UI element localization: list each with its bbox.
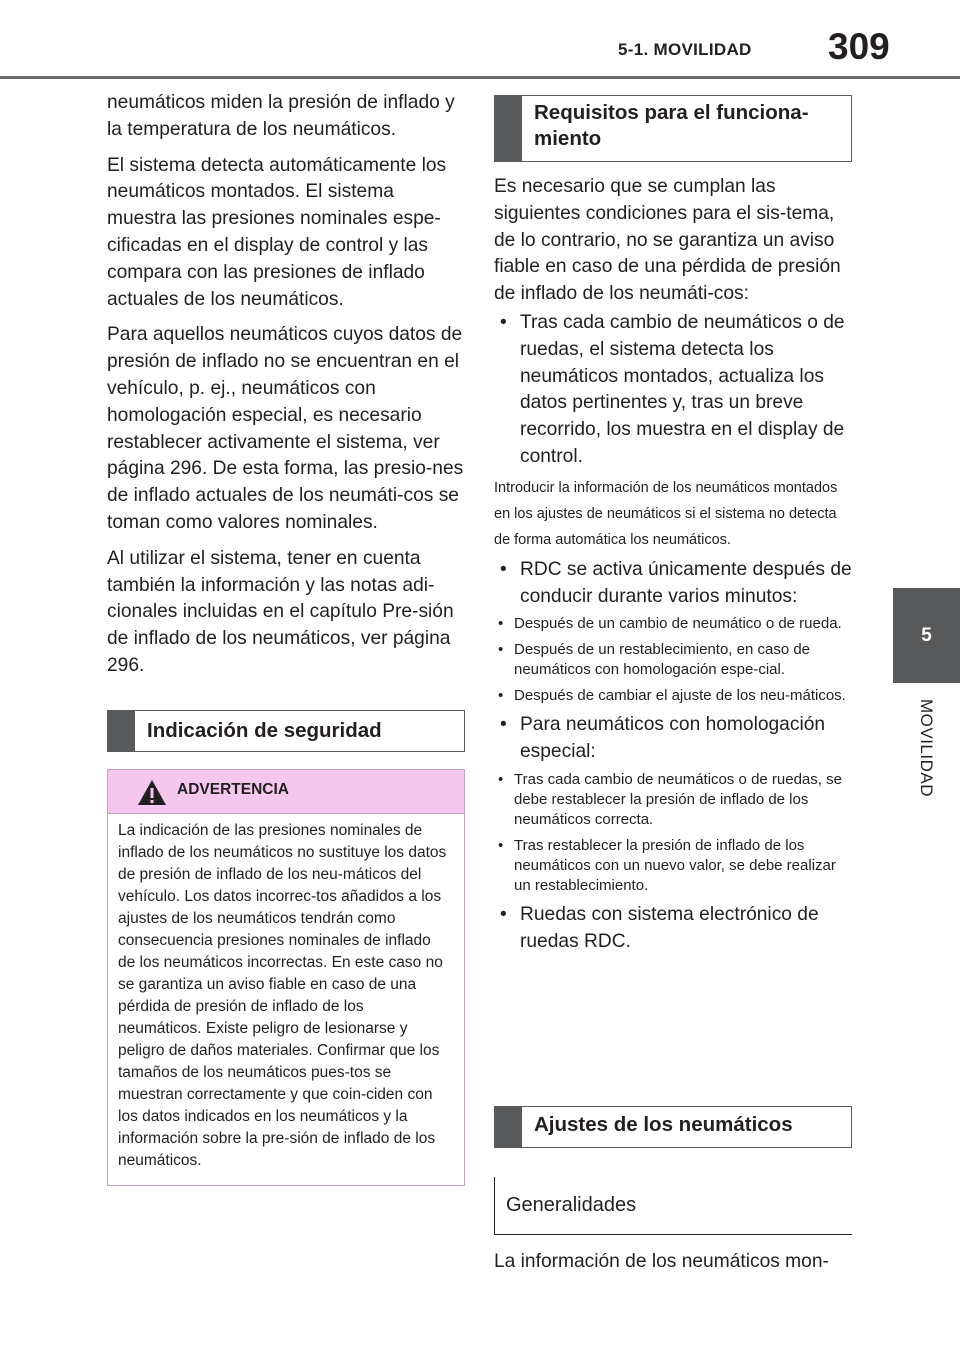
sub-list [494, 614, 852, 706]
paragraph: El sistema detecta automáticamente los neumáticos montados. El sistema muestra las presiones nominales espe-cificadas en el display de control y las compara con las presiones de inflado actuales de los neumáticos. [107, 154, 447, 310]
settings-heading-box [494, 1106, 852, 1148]
chapter-label: MOVILIDAD [917, 698, 936, 798]
requirements-intro: Es necesario que se cumplan las siguientes condiciones para el sis-tema, de lo contrario, no se garantiza un aviso fiable en caso de una pérdida de presión de inflado de los neumáti-cos: [494, 176, 841, 305]
requirements-list [494, 310, 852, 471]
settings-heading: Ajustes de los neumáticos [534, 1113, 793, 1136]
heading-bar [108, 711, 135, 751]
list-item: • Después de un cambio de neumático o de rueda. [494, 614, 852, 634]
left-column [107, 90, 465, 1186]
paragraph: neumáticos miden la presión de inflado y la temperatura de los neumáticos. [107, 92, 455, 140]
general-subheading: Generalidades [506, 1194, 637, 1216]
general-subheading-box [494, 1177, 852, 1235]
chapter-label-tab [892, 688, 960, 808]
heading-bar [495, 96, 522, 161]
list-item: • Tras cada cambio de neumáticos o de ruedas, se debe restablecer la presión de inflado de los neumáticos correcta. [494, 770, 852, 830]
list-item: • Tras cada cambio de neumáticos o de ruedas, el sistema detecta los neumáticos montados, actualiza los datos pertinentes y, tras un breve recorrido, los muestra en el display de control. [494, 310, 852, 471]
chapter-number-tab: 5 [893, 588, 960, 683]
list-item: • Tras restablecer la presión de inflado de los neumáticos con un nuevo valor, se debe realizar un restablecimiento. [494, 836, 852, 896]
warning-text: La indicación de las presiones nominales de inflado de los neumáticos no sustituye los datos de presión de inflado de los neu-máticos del vehículo. Los datos incorrec-tos añadidos a los ajustes de los neumáticos tendrán como consecuencia presiones nominales de inflado de los neumáticos incorrectas. En este caso no se garantiza un aviso fiable en caso de una pérdida de presión de inflado de los neumáticos. Existe peligro de lesionarse y peligro de daños materiales. Confirmar que los tamaños de los neumáticos pues-tos se muestran correctamente y que coin-ciden con los datos indicados en los neumáticos y la información sobre la pre-sión de inflado de los neumáticos. [118, 821, 447, 1169]
requirements-heading-box [494, 95, 852, 162]
safety-heading-box [107, 710, 465, 752]
heading-bar [495, 1107, 522, 1147]
requirements-list [494, 902, 852, 956]
warning-title: ADVERTENCIA [177, 780, 289, 798]
requirements-heading: Requisitos para el funciona-miento [534, 101, 809, 150]
warning-box [107, 769, 465, 1186]
closing-text: La información de los neumáticos mon- [494, 1251, 829, 1272]
warning-icon [137, 779, 167, 806]
requirements-list [494, 712, 852, 766]
list-item: • Para neumáticos con homologación especial: [494, 712, 852, 766]
section-title: 5-1. MOVILIDAD [618, 40, 752, 59]
settings-section [494, 1106, 852, 1285]
header-divider [0, 76, 960, 79]
note-text: Introducir la información de los neumáticos montados en los ajustes de neumáticos si el sistema no detecta de forma automática los neumáticos. [494, 479, 838, 548]
paragraph: Para aquellos neumáticos cuyos datos de presión de inflado no se encuentran en el vehículo, p. ej., neumáticos con homologación especial, es necesario restablecer activamente el sistema, ver página 296. De esta forma, las presio-nes de inflado actuales de los neumáti-cos se toman como valores nominales. [107, 324, 464, 533]
requirements-list [494, 557, 852, 611]
list-item: • RDC se activa únicamente después de conducir durante varios minutos: [494, 557, 852, 611]
right-column [494, 95, 852, 960]
paragraph: Al utilizar el sistema, tener en cuenta también la información y las notas adi-cionales incluidas en el capítulo Pre-sión de inflado de los neumáticos, ver página 296. [107, 547, 454, 676]
sub-list [494, 770, 852, 896]
list-item: • Después de cambiar el ajuste de los neu-máticos. [494, 686, 852, 706]
list-item: • Después de un restablecimiento, en caso de neumáticos con homologación espe-cial. [494, 640, 852, 680]
safety-heading: Indicación de seguridad [147, 718, 382, 742]
warning-header [108, 770, 464, 814]
list-item: • Ruedas con sistema electrónico de ruedas RDC. [494, 902, 852, 956]
page-number: 309 [828, 26, 890, 67]
